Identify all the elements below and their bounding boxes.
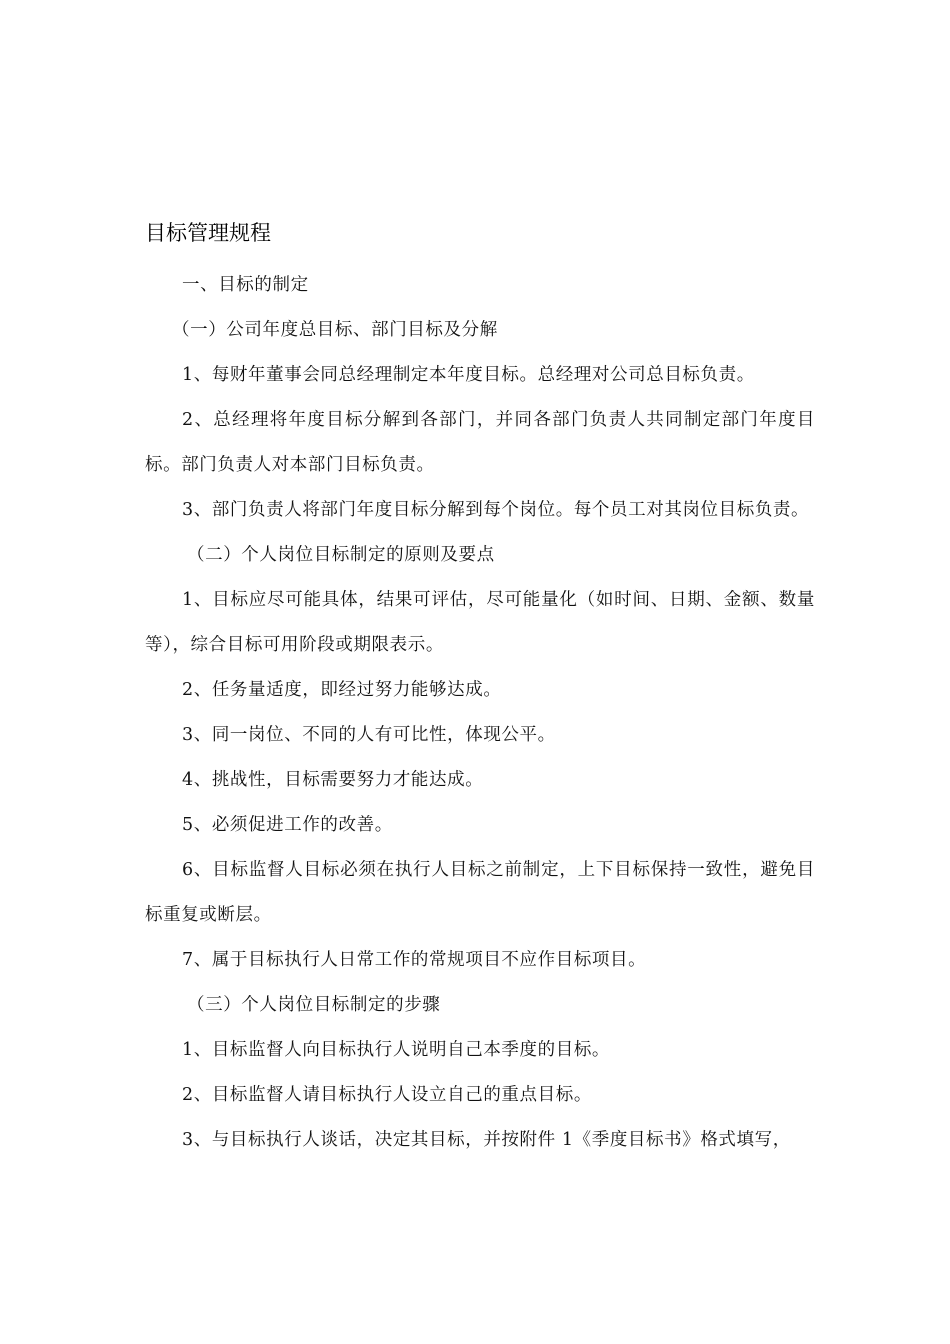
paragraph: 3、同一岗位、不同的人有可比性，体现公平。 xyxy=(182,725,556,745)
paragraph: 1、每财年董事会同总经理制定本年度目标。总经理对公司总目标负责。 xyxy=(182,365,755,385)
document-body xyxy=(145,263,815,1163)
paragraph: 1、目标应尽可能具体，结果可评估，尽可能量化（如时间、日期、金额、数量等），综合目标可用阶段或期限表示。 xyxy=(145,590,815,655)
paragraph: 4、挑战性，目标需要努力才能达成。 xyxy=(182,770,484,790)
subsection-heading: （二）个人岗位目标制定的原则及要点 xyxy=(187,545,495,565)
paragraph: 2、目标监督人请目标执行人设立自己的重点目标。 xyxy=(182,1085,592,1105)
section-heading: 一、目标的制定 xyxy=(182,275,309,295)
paragraph: 6、目标监督人目标必须在执行人目标之前制定，上下目标保持一致性，避免目标重复或断层。 xyxy=(145,860,815,925)
document-title: 目标管理规程 xyxy=(145,221,271,245)
paragraph: 3、部门负责人将部门年度目标分解到每个岗位。每个员工对其岗位目标负责。 xyxy=(182,500,810,520)
subsection-heading: （三）个人岗位目标制定的步骤 xyxy=(187,995,441,1015)
paragraph: 2、任务量适度，即经过努力能够达成。 xyxy=(182,680,502,700)
paragraph: 1、目标监督人向目标执行人说明自己本季度的目标。 xyxy=(182,1040,611,1060)
paragraph: 3、与目标执行人谈话，决定其目标，并按附件 1《季度目标书》格式填写， xyxy=(182,1130,791,1150)
paragraph: 7、属于目标执行人日常工作的常规项目不应作目标项目。 xyxy=(182,950,647,970)
subsection-heading: （一）公司年度总目标、部门目标及分解 xyxy=(172,320,498,340)
paragraph: 2、总经理将年度目标分解到各部门，并同各部门负责人共同制定部门年度目标。部门负责人对本部门目标负责。 xyxy=(145,410,815,475)
paragraph: 5、必须促进工作的改善。 xyxy=(182,815,393,835)
